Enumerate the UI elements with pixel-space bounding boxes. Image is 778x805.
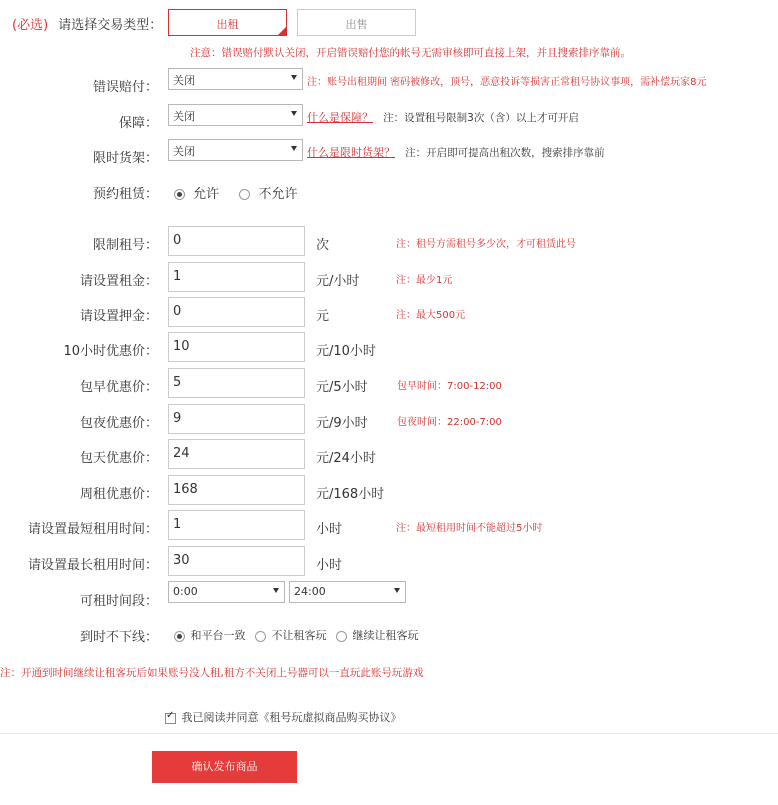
chevron-down-icon	[291, 111, 297, 116]
radio-unchecked-icon[interactable]	[336, 631, 347, 642]
error-comp-select[interactable]	[168, 68, 303, 90]
field-note: 注：最短租用时间不能超过5小时	[396, 523, 543, 534]
trade-type-label-text: 请选择交易类型：	[58, 18, 163, 33]
field-label: 请设置租金：	[79, 274, 158, 289]
expiry-label: 到时不下线：	[79, 630, 158, 645]
radio-checked-icon[interactable]	[174, 189, 185, 200]
tab-sell-label: 出售	[345, 18, 368, 31]
field-note: 注：最少1元	[396, 275, 453, 286]
agreement-text[interactable]: 我已阅读并同意《租号玩虚拟商品购买协议》	[181, 711, 402, 724]
field-input[interactable]: 1	[168, 262, 305, 292]
chevron-down-icon	[291, 146, 297, 151]
field-label: 限制租号：	[92, 238, 158, 253]
tab-rent[interactable]	[168, 9, 287, 36]
field-unit: 元/9小时	[316, 416, 368, 431]
guarantee-note: 注：设置租号限制3次（含）以上才可开启	[383, 112, 579, 124]
tab-sell[interactable]	[297, 9, 416, 36]
field-unit: 元/24小时	[316, 451, 376, 466]
limited-shelf-value: 关闭	[173, 145, 195, 158]
field-unit: 小时	[316, 522, 343, 537]
limited-shelf-label: 限时货架：	[92, 151, 158, 166]
field-input[interactable]: 168	[168, 475, 305, 505]
reservation-option-allow-label: 允许	[193, 187, 220, 202]
field-note: 注：最大500元	[396, 310, 466, 321]
field-input[interactable]: 5	[168, 368, 305, 398]
guarantee-select[interactable]	[168, 104, 303, 126]
agreement-checkbox[interactable]	[165, 713, 176, 724]
agreement	[165, 709, 402, 725]
field-label: 包天优惠价：	[79, 451, 158, 466]
guarantee-value: 关闭	[173, 110, 195, 123]
error-comp-label: 错误赔付：	[92, 80, 158, 95]
field-label: 周租优惠价：	[79, 487, 158, 502]
field-input[interactable]: 9	[168, 404, 305, 434]
limited-shelf-help	[307, 144, 605, 160]
radio-checked-icon[interactable]	[174, 631, 185, 642]
expiry-option-continue[interactable]	[336, 629, 419, 642]
trade-type-notice: 注意：错误赔付默认关闭，开启错误赔付您的帐号无需审核即可直接上架，并且搜索排序靠前。	[190, 47, 631, 59]
reservation-option-allow[interactable]	[174, 187, 223, 202]
field-label: 包早优惠价：	[79, 380, 158, 395]
radio-unchecked-icon[interactable]	[255, 631, 266, 642]
rent-period-label: 可租时间段：	[79, 594, 158, 609]
expiry-option-stop[interactable]	[255, 629, 330, 642]
submit-button[interactable]: 确认发布商品	[152, 751, 297, 783]
field-input[interactable]: 0	[168, 297, 305, 327]
field-input[interactable]: 10	[168, 332, 305, 362]
field-unit: 次	[316, 238, 330, 253]
field-note: 注：租号方需租号多少次，才可租赁此号	[396, 239, 576, 250]
limited-shelf-select[interactable]	[168, 139, 303, 161]
field-note: 包夜时间：22:00-7:00	[397, 417, 502, 428]
reservation-label: 预约租赁：	[92, 187, 158, 202]
reservation-options	[174, 183, 297, 202]
field-unit: 元/10小时	[316, 344, 376, 359]
error-comp-value: 关闭	[173, 74, 195, 87]
field-unit: 元/168小时	[316, 487, 385, 502]
field-unit: 元/5小时	[316, 380, 368, 395]
chevron-down-icon	[291, 75, 297, 80]
field-input[interactable]: 0	[168, 226, 305, 256]
rent-period-start-select[interactable]	[168, 581, 285, 603]
expiry-option-platform-label: 和平台一致	[190, 629, 246, 642]
field-unit: 小时	[316, 558, 343, 573]
field-unit: 元/小时	[316, 274, 360, 289]
chevron-down-icon	[273, 588, 279, 593]
field-label: 10小时优惠价：	[63, 344, 158, 359]
field-input[interactable]: 1	[168, 510, 305, 540]
field-input[interactable]: 24	[168, 439, 305, 469]
tab-rent-label: 出租	[216, 18, 239, 31]
guarantee-help	[307, 109, 579, 125]
limited-shelf-note: 注：开启即可提高出租次数，搜索排序靠前	[405, 147, 605, 159]
field-label: 请设置押金：	[79, 309, 158, 324]
required-tag: (必选)	[12, 18, 49, 33]
expiry-options	[174, 627, 419, 643]
field-label: 包夜优惠价：	[79, 416, 158, 431]
radio-unchecked-icon[interactable]	[239, 189, 250, 200]
expiry-option-stop-label: 不让租客玩	[271, 629, 327, 642]
field-label: 请设置最短租用时间：	[27, 522, 158, 537]
reservation-option-deny-label: 不允许	[258, 187, 298, 202]
field-note: 包早时间：7:00-12:00	[397, 381, 502, 392]
guarantee-label: 保障：	[118, 116, 158, 131]
guarantee-help-link[interactable]: 什么是保障？	[307, 111, 373, 124]
selected-corner-icon	[278, 27, 286, 35]
error-comp-note: 注：账号出租期间 密码被修改，顶号，恶意投诉等损害正常租号协议事项，需补偿玩家8元	[307, 77, 707, 88]
trade-type-label	[12, 14, 162, 33]
field-input[interactable]: 30	[168, 546, 305, 576]
reservation-option-deny[interactable]	[239, 187, 297, 202]
expiry-option-continue-label: 继续让租客玩	[352, 629, 419, 642]
chevron-down-icon	[394, 588, 400, 593]
expiry-option-platform[interactable]	[174, 629, 249, 642]
rent-period-end-value: 24:00	[294, 585, 326, 598]
field-unit: 元	[316, 309, 330, 324]
rent-period-start-value: 0:00	[173, 585, 198, 598]
field-label: 请设置最长租用时间：	[27, 558, 158, 573]
rent-period-end-select[interactable]	[289, 581, 406, 603]
limited-shelf-help-link[interactable]: 什么是限时货架？	[307, 146, 395, 159]
divider	[0, 733, 778, 734]
expiry-note: 注：开通到时间继续让租客玩后如果账号没人租,租方不关闭上号器可以一直玩此账号玩游戏	[0, 667, 424, 679]
